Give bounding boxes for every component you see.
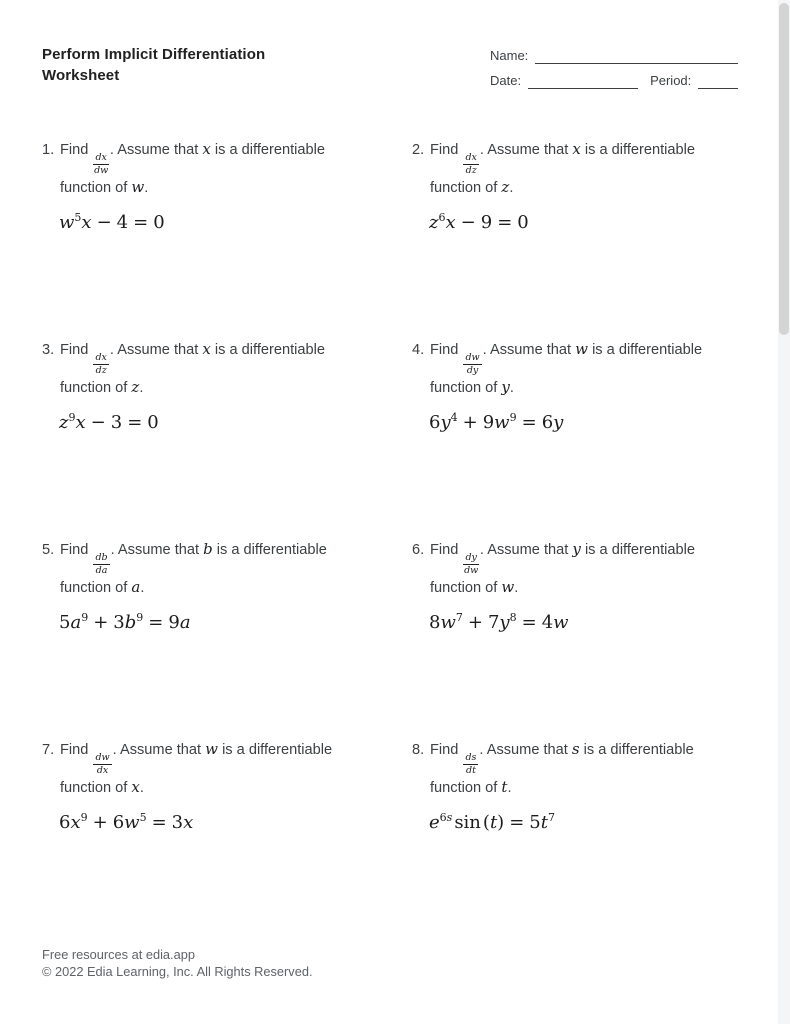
sentence-period: . [514,579,519,596]
equation-token: 6 [429,412,441,434]
problem-item [42,739,412,939]
problem-prompt-line2 [412,577,748,600]
dependent-variable: s [571,740,580,758]
equation-token: 5 [59,612,71,634]
equation-token: $z^9$ [59,411,76,434]
differentiable-text: is a differentiable [216,542,327,558]
equation [412,212,748,234]
find-text: Find [60,142,89,158]
problem-number: 2. [412,142,425,158]
sentence-period: . [139,379,144,396]
equation-token: 8 [429,612,441,634]
derivative-fraction [93,553,109,577]
equation-token: = [148,612,164,634]
assume-text: . Assume that [110,542,200,558]
problem-prompt-line1 [42,739,412,777]
fraction-denominator: dt [465,765,476,777]
problem-item [42,139,412,339]
sentence-period: . [140,579,145,596]
problem-prompt-line2 [42,577,412,600]
problem-prompt-line1 [412,339,748,377]
equation-token: x [445,212,456,234]
page-title [42,44,265,86]
equation-token: − [96,212,112,234]
equation-token: − [460,212,476,234]
equation-token: ( [482,812,490,834]
independent-variable: z [131,377,140,396]
differentiable-text: is a differentiable [592,342,703,358]
differentiable-text: is a differentiable [222,742,333,758]
problem-number: 3. [42,342,55,358]
dependent-variable: x [572,140,581,158]
problem-prompt-line2 [42,777,412,800]
equation-token: $y^4$ [440,411,458,434]
equation-token: $b^9$ [124,611,144,634]
equation-token: ) [497,812,505,834]
problem-prompt-line2 [412,377,748,400]
page-footer [42,947,313,980]
fraction-denominator: da [95,565,108,577]
equation-token: sin [454,812,481,834]
equation [42,412,412,434]
scrollbar-track[interactable] [778,0,790,1024]
independent-variable: a [131,577,141,596]
equation-token: $e^{6s}$ [429,811,453,834]
assume-text: . Assume that [479,742,568,758]
dependent-variable: y [572,540,581,558]
equation-token: 0 [517,212,529,234]
date-period-row [490,73,738,89]
derivative-fraction [463,153,478,177]
problem-item [412,739,748,939]
equation-token: x [75,412,86,434]
equation-token: + [92,812,108,834]
differentiable-text: is a differentiable [214,142,325,158]
title-line1: Perform Implicit Differentiation [42,46,266,63]
equation-token: = [151,812,167,834]
scrollbar-thumb[interactable] [779,3,789,335]
equation-token: 6 [59,812,71,834]
fraction-denominator: dy [466,365,479,377]
equation-token: = [127,412,143,434]
problem-item [412,539,748,739]
fraction-denominator: dx [96,765,109,777]
find-text: Find [60,542,89,558]
problem-number: 6. [412,542,425,558]
function-of-text: function of [60,379,128,396]
independent-variable: w [501,577,515,596]
independent-variable: z [501,177,510,196]
equation [412,812,748,834]
fraction-denominator: dz [95,365,107,377]
dependent-variable: w [575,340,588,358]
independent-variable: t [501,777,508,796]
problem-number: 4. [412,342,425,358]
fraction-denominator: dw [94,165,109,177]
independent-variable: y [501,377,510,396]
equation-token: 9 [480,212,493,234]
sentence-period: . [509,179,514,196]
find-text: Find [430,142,459,158]
differentiable-text: is a differentiable [584,142,695,158]
find-text: Find [430,742,459,758]
problem-prompt-line1 [412,139,748,177]
problem-prompt-line1 [42,339,412,377]
problem-prompt-line2 [412,177,748,200]
differentiable-text: is a differentiable [583,742,694,758]
equation-token: $w^9$ [494,411,517,434]
equation-token: 5 [529,812,541,834]
differentiable-text: is a differentiable [584,542,696,558]
equation-token: 3 [171,812,184,834]
derivative-fraction [93,153,108,177]
equation-token: − [90,412,106,434]
dependent-variable: x [202,140,211,158]
fraction-numerator: dy [463,553,478,565]
name-row [490,48,738,64]
function-of-text: function of [430,179,498,196]
problem-prompt-line2 [42,177,412,200]
period-blank-line [698,77,738,89]
function-of-text: function of [60,779,128,796]
student-fields [490,48,738,98]
equation [42,212,412,234]
fraction-numerator: dx [93,353,108,365]
problem-prompt-line1 [42,539,412,577]
find-text: Find [430,342,459,358]
assume-text: . Assume that [479,142,569,158]
independent-variable: w [131,177,145,196]
assume-text: . Assume that [109,342,199,358]
equation-token: 9 [482,412,495,434]
derivative-fraction [463,353,481,377]
equation-token: = [133,212,149,234]
problem-number: 7. [42,742,55,758]
find-text: Find [60,342,89,358]
problem-item [42,339,412,539]
function-of-text: function of [60,579,128,596]
equation-token: 4 [541,612,554,634]
problem-number: 5. [42,542,55,558]
equation-token: 0 [147,412,159,434]
derivative-fraction [93,353,108,377]
function-of-text: function of [60,179,128,196]
problem-item [412,139,748,339]
date-blank-line [528,77,638,89]
dependent-variable: w [205,740,218,758]
problem-number: 1. [42,142,55,158]
assume-text: . Assume that [482,342,572,358]
equation-token: 3 [113,612,125,634]
fraction-numerator: dx [93,153,108,165]
equation-token: $z^6$ [429,211,446,234]
date-label: Date: [490,73,522,88]
derivative-fraction [463,553,478,577]
title-line2: Worksheet [42,67,120,84]
equation-token: 9 [168,612,180,634]
find-text: Find [60,742,89,758]
function-of-text: function of [430,579,498,596]
equation-token: + [462,412,478,434]
footer-copyright-text: © 2022 Edia Learning, Inc. All Rights Reserved. [42,963,313,979]
equation [42,812,412,834]
equation-token: + [467,612,483,634]
footer-resources-text: Free resources at edia.app [42,947,195,962]
fraction-numerator: db [93,553,109,565]
problem-prompt-line1 [412,539,748,577]
fraction-numerator: dw [463,353,481,365]
equation-token: = [521,612,537,634]
equation-token: w [553,612,569,634]
equation-token: $w^5$ [124,811,147,834]
problem-prompt-line2 [42,377,412,400]
problems-grid [42,139,748,939]
equation-token: a [179,612,191,634]
problem-prompt-line2 [412,777,748,800]
function-of-text: function of [430,379,498,396]
equation-token: x [183,812,194,834]
equation-token: 7 [487,612,500,634]
equation-token: t [489,812,498,834]
name-blank-line [535,52,738,64]
name-label: Name: [490,48,529,63]
problem-item [42,539,412,739]
equation-token: 4 [116,212,129,234]
equation-token: = [521,412,537,434]
equation [412,412,748,434]
find-text: Find [430,542,459,558]
assume-text: . Assume that [112,742,202,758]
equation [412,612,748,634]
sentence-period: . [139,779,144,796]
fraction-denominator: dw [464,565,479,577]
equation-token: = [497,212,513,234]
equation-token: $a^9$ [70,611,89,634]
dependent-variable: b [203,540,213,558]
sentence-period: . [507,779,512,796]
sentence-period: . [509,379,514,396]
assume-text: . Assume that [479,542,569,558]
equation-token: x [81,212,92,234]
equation-token: $y^8$ [499,611,517,634]
equation-token: $x^9$ [70,811,88,834]
equation-token: 3 [110,412,123,434]
derivative-fraction [93,753,111,777]
fraction-denominator: dz [465,165,477,177]
fraction-numerator: dx [463,153,478,165]
problem-prompt-line1 [412,739,748,777]
equation-token: $w^5$ [59,211,82,234]
equation-token: $t^7$ [540,811,555,834]
equation-token: y [553,412,564,434]
derivative-fraction [463,753,478,777]
function-of-text: function of [430,779,498,796]
independent-variable: x [131,777,140,796]
differentiable-text: is a differentiable [214,342,325,358]
problem-prompt-line1 [42,139,412,177]
equation-token: 6 [541,412,554,434]
equation [42,612,412,634]
equation-token: $w^7$ [440,611,463,634]
problem-item [412,339,748,539]
equation-token: + [93,612,109,634]
equation-token: = [509,812,525,834]
fraction-numerator: dw [93,753,111,765]
fraction-numerator: ds [463,753,478,765]
dependent-variable: x [202,340,211,358]
sentence-period: . [144,179,149,196]
period-label: Period: [650,73,692,88]
assume-text: . Assume that [109,142,199,158]
equation-token: 0 [153,212,165,234]
equation-token: 6 [112,812,125,834]
problem-number: 8. [412,742,425,758]
